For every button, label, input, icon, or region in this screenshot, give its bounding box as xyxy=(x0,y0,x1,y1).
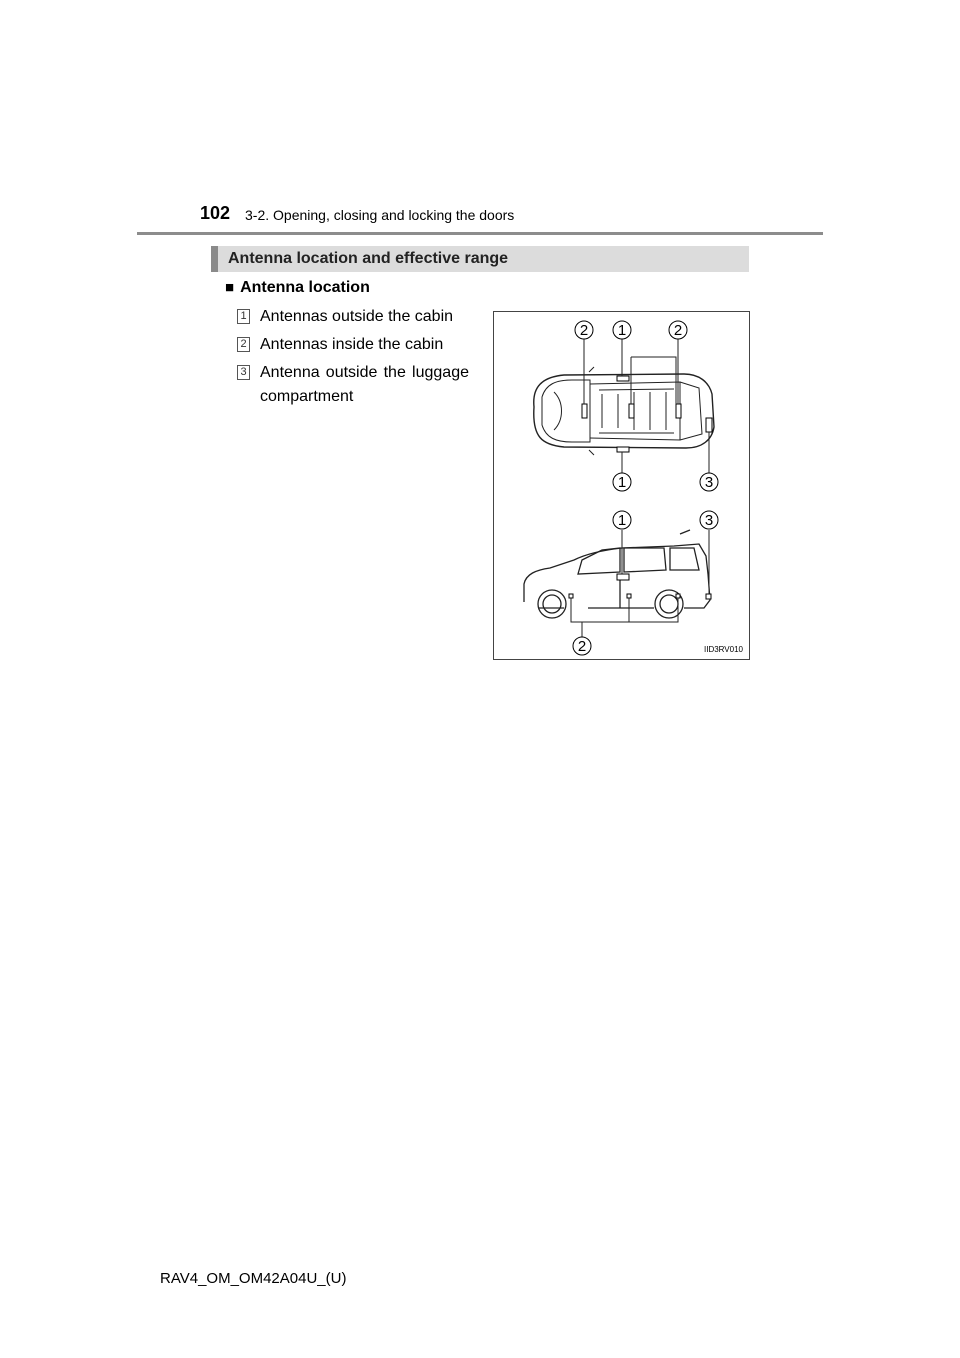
square-bullet-icon: ■ xyxy=(225,279,235,296)
chapter-title: 3-2. Opening, closing and locking the doors xyxy=(245,207,515,223)
header-divider xyxy=(137,232,823,235)
subheading xyxy=(225,279,370,297)
callout-side-3: 2 xyxy=(577,638,587,655)
callout-top-5: 3 xyxy=(704,474,714,491)
list-item xyxy=(237,305,469,329)
item-number-badge: 1 xyxy=(237,309,250,324)
callout-top-3: 2 xyxy=(673,322,683,339)
antenna-inside-center xyxy=(629,404,634,418)
callout-top-1: 2 xyxy=(579,322,589,339)
callout-side-1: 1 xyxy=(617,512,627,529)
section-heading xyxy=(211,246,749,272)
antenna-door-bottom xyxy=(617,447,629,452)
vehicle-illustration xyxy=(494,312,751,661)
callout-top-4: 1 xyxy=(617,474,627,491)
antenna-side-inside-2 xyxy=(627,594,631,598)
manual-code: RAV4_OM_OM42A04U_(U) xyxy=(160,1270,347,1287)
subheading-text: Antenna location xyxy=(240,279,370,296)
item-text: Antenna outside the luggage compartment xyxy=(260,364,469,405)
list-item xyxy=(237,333,469,357)
antenna-door-top xyxy=(617,376,629,381)
antenna-side-inside-3 xyxy=(676,594,680,598)
antenna-inside-rear xyxy=(676,404,681,418)
figure-code: IID3RV010 xyxy=(704,645,743,654)
list-item xyxy=(237,361,469,409)
callout-side-2: 3 xyxy=(704,512,714,529)
antenna-luggage-top xyxy=(706,418,712,432)
antenna-inside-front xyxy=(582,404,587,418)
page-number: 102 xyxy=(200,203,231,223)
callout-top-2: 1 xyxy=(617,322,627,339)
item-number-badge: 3 xyxy=(237,365,250,380)
antenna-side-door xyxy=(617,574,629,580)
section-heading-text: Antenna location and effective range xyxy=(228,250,509,267)
item-number-badge: 2 xyxy=(237,337,250,352)
antenna-location-figure xyxy=(493,311,750,660)
antenna-side-luggage xyxy=(706,594,711,599)
item-text: Antennas inside the cabin xyxy=(260,336,444,353)
antenna-side-inside-1 xyxy=(569,594,573,598)
item-text: Antennas outside the cabin xyxy=(260,308,454,325)
